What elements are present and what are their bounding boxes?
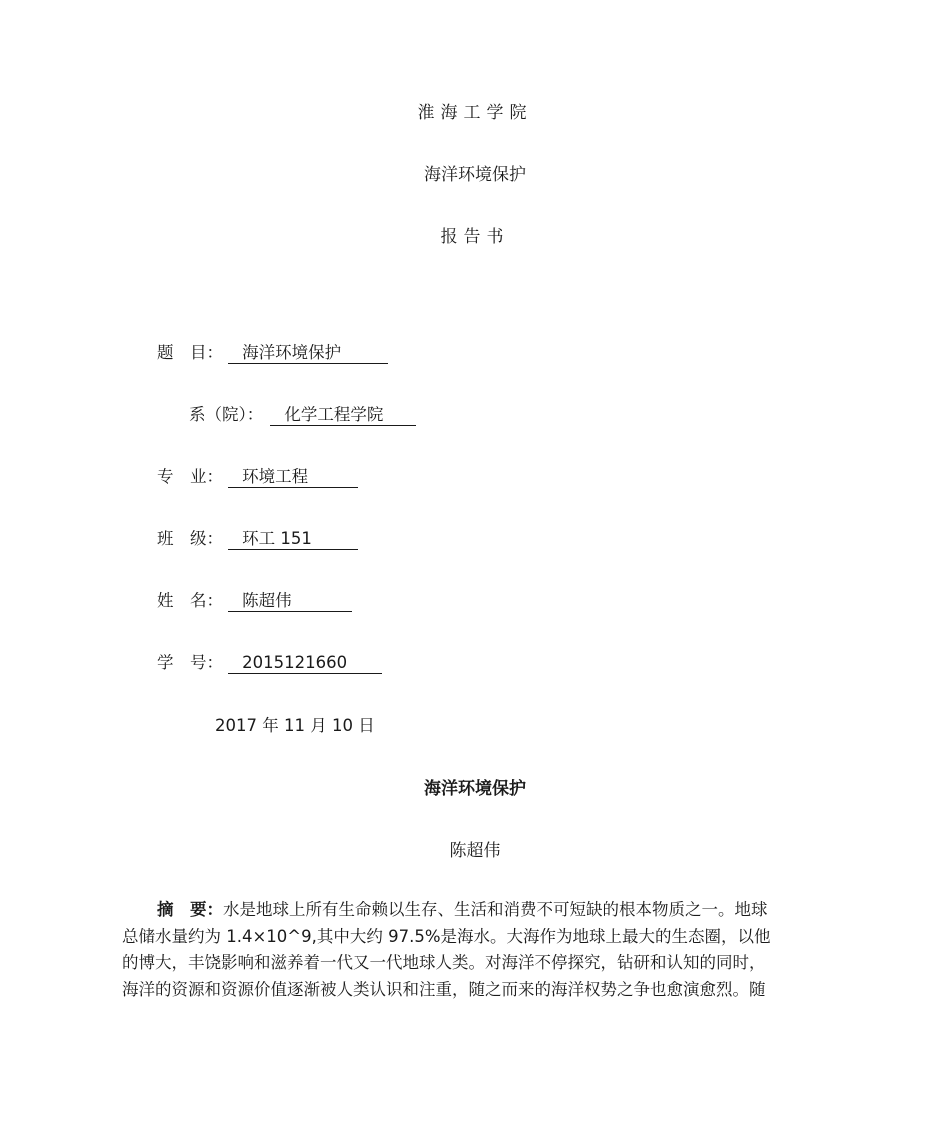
article-author: 陈超伟 (449, 841, 501, 861)
abstract-line-3: 的博大，丰饶影响和滋养着一代又一代地球人类。对海洋不停探究，钻研和认知的同时， (122, 953, 766, 972)
cover-date: 2017 年 11 月 10 日 (215, 716, 375, 735)
field-student-id-value: 2015121660 (228, 653, 382, 674)
field-name-label: 姓 名： (157, 591, 223, 610)
field-topic (157, 339, 388, 364)
field-department (189, 401, 416, 426)
field-major-value: 环境工程 (228, 467, 358, 488)
abstract-line-4: 海洋的资源和资源价值逐渐被人类认识和注重，随之而来的海洋权势之争也愈演愈烈。随 (122, 979, 766, 999)
field-major-label: 专 业： (157, 467, 223, 486)
field-student-id (157, 649, 382, 674)
field-name (157, 587, 352, 612)
field-topic-label: 题 目： (157, 343, 223, 362)
field-department-value: 化学工程学院 (270, 405, 416, 426)
document-type: 报告书 (440, 227, 510, 247)
field-class (157, 525, 358, 550)
abstract-text-line: 水是地球上所有生命赖以生存、生活和消费不可短缺的根本物质之一。地球 (223, 900, 768, 919)
course-name: 海洋环境保护 (424, 165, 526, 185)
field-department-label: 系（院）： (189, 405, 264, 424)
school-name: 淮海工学院 (417, 103, 533, 123)
field-class-value: 环工 151 (228, 529, 358, 550)
article-title: 海洋环境保护 (424, 779, 526, 799)
abstract (122, 897, 832, 1003)
field-major (157, 463, 358, 488)
field-topic-value: 海洋环境保护 (228, 343, 388, 364)
field-name-value: 陈超伟 (228, 591, 352, 612)
field-student-id-label: 学 号： (157, 653, 223, 672)
abstract-line-1 (122, 897, 832, 924)
field-class-label: 班 级： (157, 529, 223, 548)
abstract-label: 摘 要： (157, 900, 223, 919)
abstract-line-2: 总储水量约为 1.4×10^9,其中大约 97.5%是海水。大海作为地球上最大的生态圈，以他 (122, 926, 771, 946)
